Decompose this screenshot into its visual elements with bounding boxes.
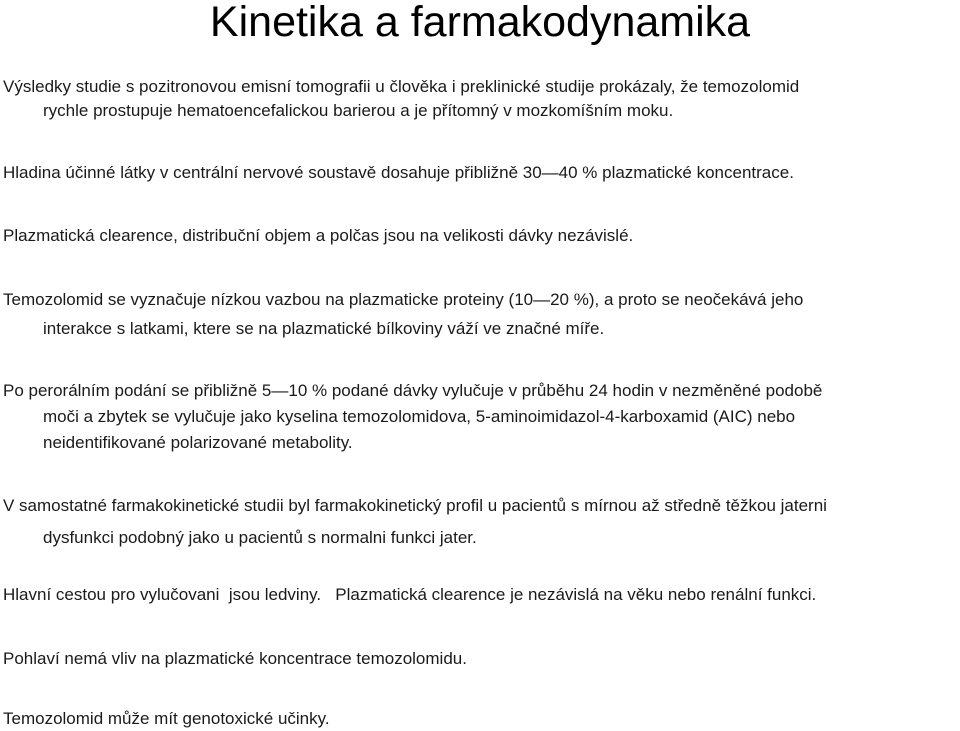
paragraph-excretion — [3, 378, 958, 456]
paragraph-line: moči a zbytek se vylučuje jako kyselina temozolomidova, 5-aminoimidazol-4-karboxamid (AIC) nebo — [43, 407, 796, 426]
paragraph-line: Hlavní cestou pro vylučovani jsou ledviny. Plazmatická clearence je nezávislá na věku nebo renální funkci. — [3, 585, 817, 604]
paragraph-protein-binding — [3, 285, 958, 343]
paragraph-line: V samostatné farmakokinetické studii byl farmakokinetický profil u pacientů s mírnou až středně těžkou jaterni — [3, 496, 827, 515]
paragraph-hepatic-study — [3, 490, 958, 554]
paragraph-line: neidentifikované polarizované metabolity. — [43, 433, 353, 452]
paragraph-line: Plazmatická clearence, distribuční objem a polčas jsou na velikosti dávky nezávislé. — [3, 226, 634, 245]
paragraph-line: Výsledky studie s pozitronovou emisní tomografii u člověka i preklinické studije prokázaly, že temozolomid — [3, 77, 800, 96]
paragraph-line: Pohlaví nemá vliv na plazmatické koncentrace temozolomidu. — [3, 649, 467, 668]
paragraph-cns-level — [3, 161, 958, 185]
paragraph-line: rychle prostupuje hematoencefalickou barierou a je přítomný v mozkomíšním moku. — [43, 101, 674, 120]
paragraph-line: Temozolomid se vyznačuje nízkou vazbou na plazmaticke proteiny (10—20 %), a proto se neočekává jeho — [3, 290, 804, 309]
slide-title: Kinetika a farmakodynamika — [209, 0, 751, 46]
paragraph-genotoxic — [3, 707, 958, 731]
paragraph-line: Hladina účinné látky v centrální nervové soustavě dosahuje přibližně 30—40 % plazmatické koncentrace. — [3, 163, 794, 182]
paragraph-pet-study — [3, 75, 958, 123]
paragraph-gender — [3, 647, 958, 671]
paragraph-line: Temozolomid může mít genotoxické učinky. — [3, 709, 330, 728]
paragraph-line: Po perorálním podání se přibližně 5—10 % podané dávky vylučuje v průběhu 24 hodin v nezměněné podobě — [3, 381, 823, 400]
paragraph-clearance — [3, 224, 958, 248]
paragraph-renal — [3, 583, 958, 607]
paragraph-line: dysfunkci podobný jako u pacientů s normalni funkci jater. — [43, 528, 477, 547]
paragraph-line: interakce s latkami, ktere se na plazmatické bílkoviny váží ve značné míře. — [43, 319, 605, 338]
